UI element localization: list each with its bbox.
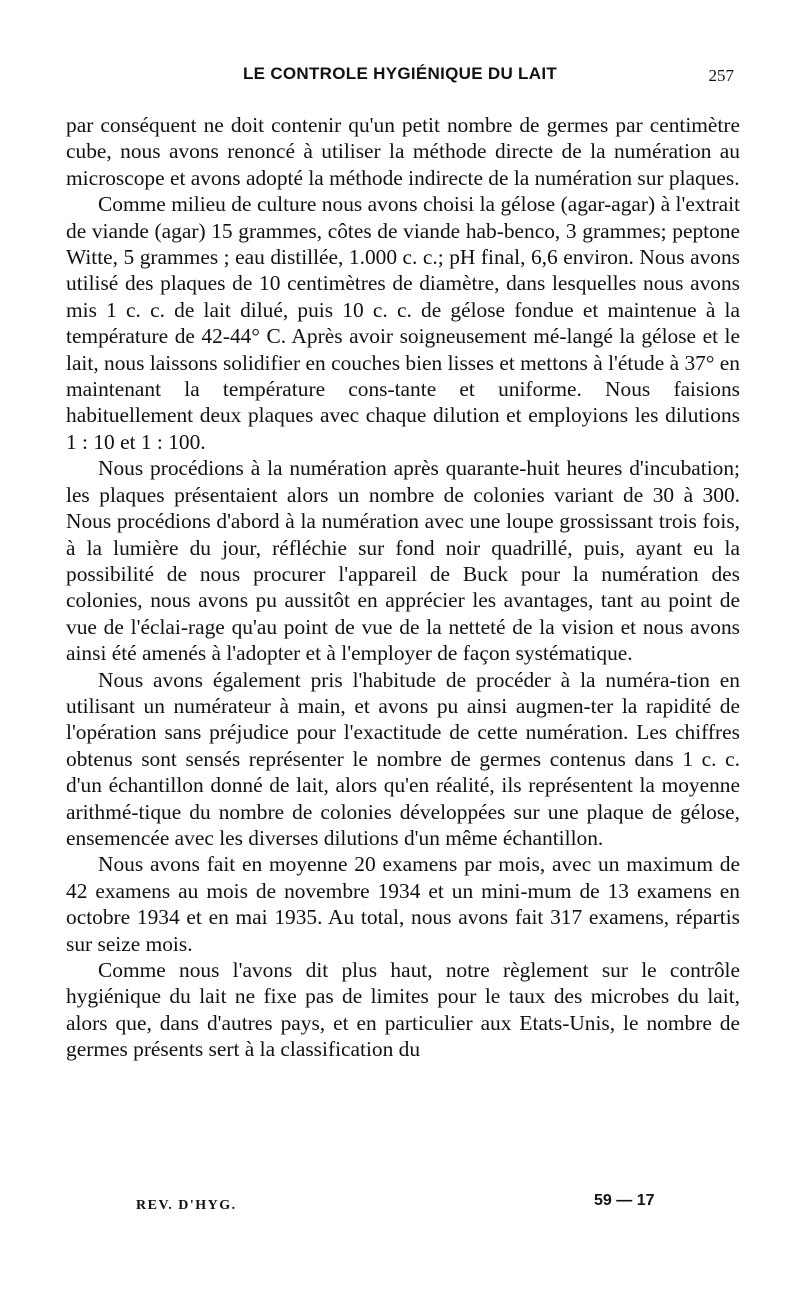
- paragraph-4: Nous avons également pris l'habitude de procéder à la numéra-tion en utilisant un numérateur à main, et avons pu ainsi augmen-ter la rapidité de l'opération sans préjudice pour l'exactitude de cette numération. Les chiffres obtenus sont sensés représenter le nombre de germes contenus dans 1 c. c. d'un échantillon donné de lait, alors qu'en réalité, ils représentent la moyenne arithmé-tique du nombre de colonies développées sur une plaque de gélose, ensemencée avec les diverses dilutions d'un même échantillon.: [66, 667, 740, 850]
- running-head: [66, 64, 734, 94]
- body-text: [66, 112, 740, 1063]
- paragraph-1: par conséquent ne doit contenir qu'un petit nombre de germes par centimètre cube, nous avons renoncé à utiliser la méthode directe de la numération au microscope et avons adopté la méthode indirecte de la numération sur plaques.: [66, 113, 740, 190]
- paragraph-5: Nous avons fait en moyenne 20 examens par mois, avec un maximum de 42 examens au mois de novembre 1934 et un mini-mum de 13 examens en octobre 1934 et en mai 1935. Au total, nous avons fait 317 examens, répartis sur seize mois.: [66, 852, 740, 956]
- running-title: LE CONTROLE HYGIÉNIQUE DU LAIT: [242, 64, 558, 83]
- page-footer: [66, 1192, 734, 1222]
- journal-abbreviation: REV. D'HYG.: [136, 1198, 237, 1213]
- signature-mark: 59 — 17: [594, 1192, 655, 1209]
- paragraph-3: Nous procédions à la numération après quarante-huit heures d'incubation; les plaques présentaient alors un nombre de colonies variant de 30 à 300. Nous procédions d'abord à la numération avec une loupe grossissant trois fois, à la lumière du jour, réfléchie sur fond noir quadrillé, puis, ayant eu la possibilité de nous procurer l'appareil de Buck pour la numération des colonies, nous avons pu aussitôt en apprécier les avantages, tant au point de vue de l'éclai-rage qu'au point de vue de la netteté de la vision et nous avons ainsi été amenés à l'adopter et à l'employer de façon systématique.: [66, 456, 740, 666]
- paragraph-6: Comme nous l'avons dit plus haut, notre règlement sur le contrôle hygiénique du lait ne fixe pas de limites pour le taux des microbes du lait, alors que, dans d'autres pays, et en particulier aux Etats-Unis, le nombre de germes présents sert à la classification du: [66, 958, 740, 1062]
- page-number: 257: [708, 66, 734, 85]
- paragraph-2: Comme milieu de culture nous avons choisi la gélose (agar-agar) à l'extrait de viande (agar) 15 grammes, côtes de viande hab-benco, 3 grammes; peptone Witte, 5 grammes ; eau distillée, 1.000 c. c.; pH final, 6,6 environ. Nous avons utilisé des plaques de 10 centimètres de diamètre, dans lesquelles nous avons mis 1 c. c. de lait dilué, puis 10 c. c. de gélose fondue et maintenue à la température de 42-44° C. Après avoir soigneusement mé-langé la gélose et le lait, nous laissons solidifier en couches bien lisses et mettons à l'étude à 37° en maintenant la température cons-tante et uniforme. Nous faisions habituellement deux plaques avec chaque dilution et employions les dilutions 1 : 10 et 1 : 100.: [66, 192, 740, 454]
